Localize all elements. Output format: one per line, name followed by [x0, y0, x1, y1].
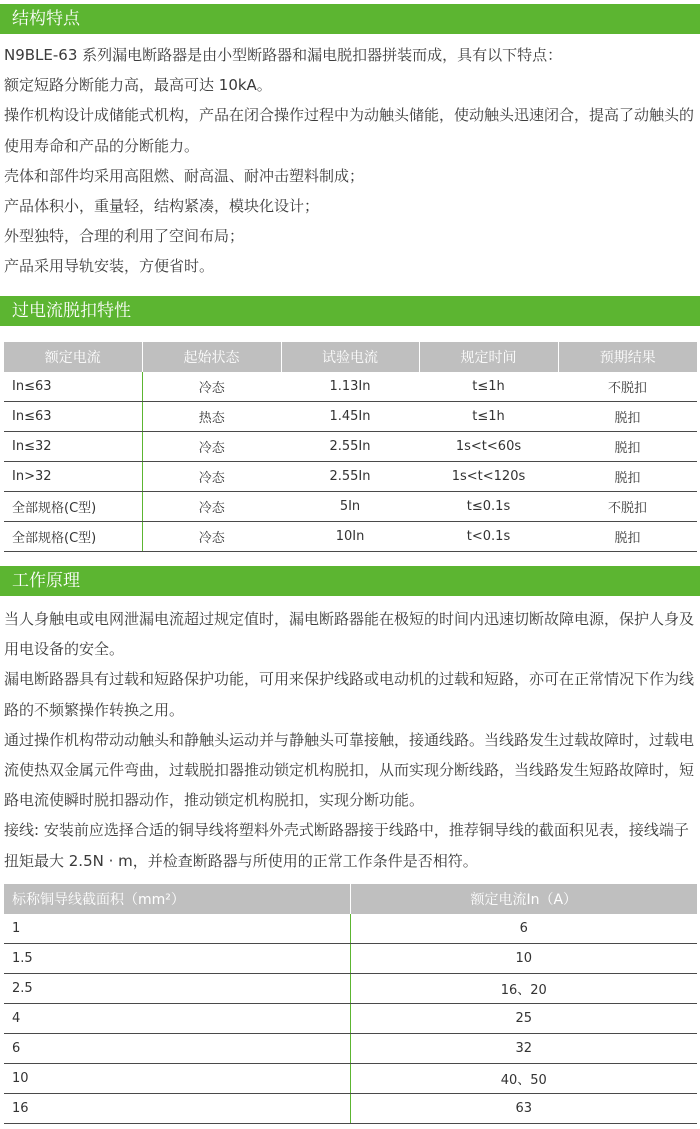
table-cell: 32 [350, 1034, 697, 1064]
table-header-row [4, 884, 697, 914]
table-cell: In≤32 [4, 432, 142, 462]
table-cell: 10 [350, 944, 697, 974]
table-cell: 40、50 [350, 1064, 697, 1094]
table-cell: t<0.1s [419, 522, 558, 552]
table-cell: 1.5 [4, 944, 350, 974]
section-title-principle: 工作原理 [0, 566, 700, 596]
table-row [4, 1094, 697, 1124]
paragraph: N9BLE-63 系列漏电断路器是由小型断路器和漏电脱扣器拼装而成，具有以下特点： [4, 46, 563, 64]
table-row [4, 462, 697, 492]
table-cell: 2.55In [281, 432, 419, 462]
table-cell: 热态 [142, 402, 281, 432]
paragraph: 产品采用导轨安装，方便省时。 [4, 257, 215, 276]
table-cell: t≤0.1s [419, 492, 558, 522]
paragraph: 额定短路分断能力高，最高可达 10kA。 [4, 76, 272, 95]
column-header: 额定电流In（A） [350, 884, 697, 914]
table-cell: In≤63 [4, 372, 142, 402]
table-cell: 全部规格(C型) [4, 492, 142, 522]
table-cell: 16 [4, 1094, 350, 1124]
table-row [4, 402, 697, 432]
column-header: 起始状态 [142, 342, 281, 372]
table-cell: 25 [350, 1004, 697, 1034]
column-header: 规定时间 [419, 342, 558, 372]
table-row [4, 944, 697, 974]
table-row [4, 1034, 697, 1064]
paragraph: 操作机构设计成储能式机构，产品在闭合操作过程中为动触头储能，使动触头迅速闭合，提高了动触头的使用寿命和产品的分断能力。 [4, 106, 695, 155]
table-cell: 1.13In [281, 372, 419, 402]
table-cell: 2.55In [281, 462, 419, 492]
table-row [4, 974, 697, 1004]
table-cell: t≤1h [419, 402, 558, 432]
table-cell: t≤1h [419, 372, 558, 402]
table-row [4, 372, 697, 402]
overcurrent-table [4, 342, 697, 552]
table-cell: 10 [4, 1064, 350, 1094]
table-cell: 16、20 [350, 974, 697, 1004]
table-row [4, 492, 697, 522]
table-cell: 不脱扣 [558, 492, 697, 522]
table-row [4, 522, 697, 552]
table-cell: 5In [281, 492, 419, 522]
table-cell: 冷态 [142, 372, 281, 402]
table-cell: 2.5 [4, 974, 350, 1004]
section-title-overcurrent: 过电流脱扣特性 [0, 296, 700, 326]
table-cell: 10In [281, 522, 419, 552]
table-cell: 1s<t<60s [419, 432, 558, 462]
paragraph: 产品体积小，重量轻，结构紧凑，模块化设计； [4, 197, 320, 216]
table-cell: 脱扣 [558, 432, 697, 462]
column-header: 预期结果 [558, 342, 697, 372]
table-cell: 冷态 [142, 522, 281, 552]
paragraph: 漏电断路器具有过载和短路保护功能，可用来保护线路或电动机的过载和短路，亦可在正常情况下作为线路的不频繁操作转换之用。 [4, 670, 695, 719]
table-row [4, 432, 697, 462]
table-cell: 不脱扣 [558, 372, 697, 402]
principle-text [4, 604, 696, 876]
table-header-row [4, 342, 697, 372]
table-cell: 1.45In [281, 402, 419, 432]
table-cell: 1 [4, 914, 350, 944]
paragraph: 当人身触电或电网泄漏电流超过规定值时，漏电断路器能在极短的时间内迅速切断故障电源，保护人身及用电设备的安全。 [4, 610, 695, 659]
table-cell: 冷态 [142, 462, 281, 492]
table-cell: 脱扣 [558, 522, 697, 552]
table-cell: 冷态 [142, 492, 281, 522]
table-cell: 冷态 [142, 432, 281, 462]
table-row [4, 914, 697, 944]
section-title-structure: 结构特点 [0, 4, 700, 34]
table-cell: In>32 [4, 462, 142, 492]
table-cell: 脱扣 [558, 402, 697, 432]
wire-section-table [4, 884, 697, 1124]
paragraph: 接线: 安装前应选择合适的铜导线将塑料外壳式断路器接于线路中，推荐铜导线的截面积见表，接线端子扭矩最大 2.5N · m，并检查断路器与所使用的正常工作条件是否相符。 [4, 821, 689, 870]
column-header: 额定电流 [4, 342, 142, 372]
structure-text [4, 40, 696, 282]
table-cell: 脱扣 [558, 462, 697, 492]
table-row [4, 1064, 697, 1094]
column-header: 标称铜导线截面积（mm²） [4, 884, 350, 914]
table-row [4, 1004, 697, 1034]
paragraph: 通过操作机构带动动触头和静触头运动并与静触头可靠接触，接通线路。当线路发生过载故障时，过载电流使热双金属元件弯曲，过载脱扣器推动锁定机构脱扣，从而实现分断线路，当线路发生短路故障时，短路电流使瞬时脱扣器动作，推动锁定机构脱扣，实现分断功能。 [4, 730, 695, 810]
table-cell: 6 [350, 914, 697, 944]
paragraph: 外型独特，合理的利用了空间布局； [4, 227, 245, 246]
table-cell: 6 [4, 1034, 350, 1064]
table-cell: 63 [350, 1094, 697, 1124]
paragraph: 壳体和部件均采用高阻燃、耐高温、耐冲击塑料制成； [4, 166, 365, 185]
table-cell: In≤63 [4, 402, 142, 432]
table-cell: 4 [4, 1004, 350, 1034]
table-cell: 全部规格(C型) [4, 522, 142, 552]
column-header: 试验电流 [281, 342, 419, 372]
table-cell: 1s<t<120s [419, 462, 558, 492]
